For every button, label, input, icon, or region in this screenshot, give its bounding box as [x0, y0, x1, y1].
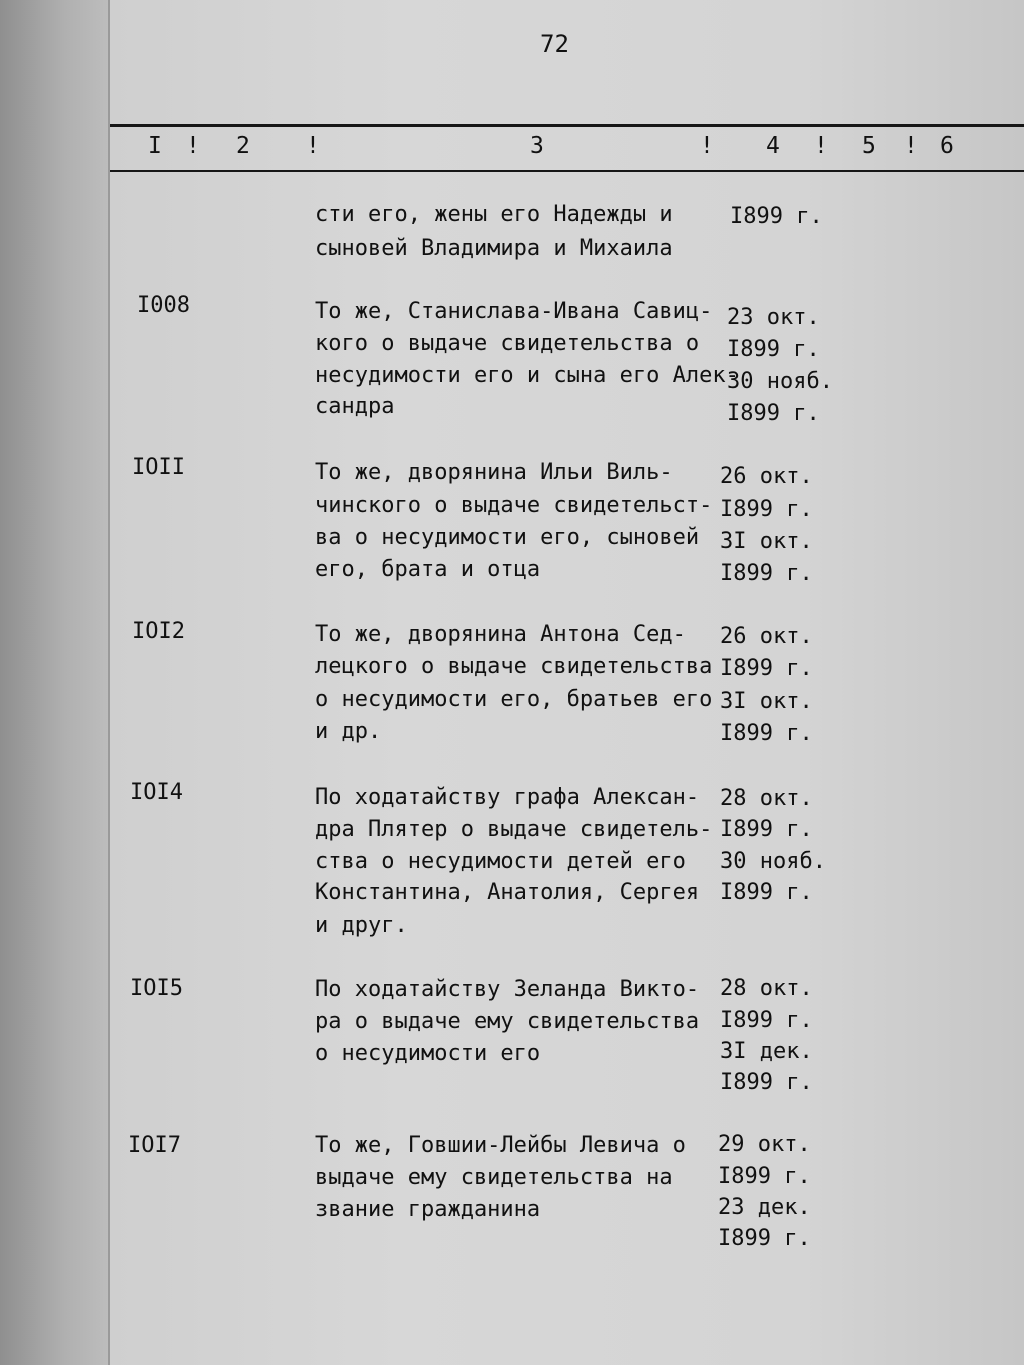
- entry-description-line: несудимости его и сына его Алек-: [315, 363, 739, 388]
- entry-description-line: ва о несудимости его, сыновей: [315, 525, 700, 550]
- entry-date: 23 дек.: [718, 1195, 811, 1220]
- entry-description-line: сти его, жены его Надежды и: [315, 202, 673, 227]
- entry-description-line: ра о выдаче ему свидетельства: [315, 1009, 700, 1034]
- entry-description-line: выдаче ему свидетельства на: [315, 1165, 673, 1190]
- column-header-separator: !: [306, 133, 320, 159]
- entry-description-line: кого о выдаче свидетельства о: [315, 331, 700, 356]
- entry-description-line: сандра: [315, 394, 395, 419]
- column-header-4: 4: [766, 133, 780, 159]
- header-rule-top: [110, 124, 1024, 127]
- entry-number: IOI5: [130, 976, 183, 1001]
- entry-date: 3I окт.: [720, 689, 813, 714]
- entry-description-line: лецкого о выдаче свидетельства: [315, 654, 713, 679]
- entry-date: 28 окт.: [720, 976, 813, 1001]
- entry-date: 23 окт.: [727, 305, 820, 330]
- entry-description-line: Константина, Анатолия, Сергея: [315, 880, 700, 905]
- entry-description-line: То же, дворянина Ильи Виль-: [315, 460, 673, 485]
- entry-description-line: сыновей Владимира и Михаила: [315, 236, 673, 261]
- entry-description-line: То же, Станислава-Ивана Савиц-: [315, 299, 713, 324]
- entry-date: I899 г.: [730, 204, 823, 229]
- entry-date: I899 г.: [718, 1226, 811, 1251]
- column-header-separator: !: [700, 133, 714, 159]
- column-header-1: I: [148, 133, 162, 159]
- column-header-separator: !: [814, 133, 828, 159]
- entry-number: IOII: [132, 455, 185, 480]
- column-header-6: 6: [940, 133, 954, 159]
- entry-description-line: По ходатайству графа Алексан-: [315, 785, 700, 810]
- entry-description-line: и др.: [315, 719, 382, 744]
- entry-description-line: о несудимости его: [315, 1041, 541, 1066]
- page-number: 72: [540, 30, 569, 58]
- column-header-separator: !: [904, 133, 918, 159]
- book-spine-shadow: [0, 0, 110, 1365]
- entry-date: I899 г.: [718, 1164, 811, 1189]
- column-header-2: 2: [236, 133, 250, 159]
- entry-date: 26 окт.: [720, 624, 813, 649]
- entry-number: I008: [137, 293, 190, 318]
- entry-date: 3I дек.: [720, 1039, 813, 1064]
- entry-description-line: его, брата и отца: [315, 557, 541, 582]
- entry-date: 30 нояб.: [727, 369, 833, 394]
- column-header-separator: !: [186, 133, 200, 159]
- column-header-3: 3: [530, 133, 544, 159]
- entry-date: 29 окт.: [718, 1132, 811, 1157]
- entry-date: I899 г.: [720, 656, 813, 681]
- entry-description-line: То же, дворянина Антона Сед-: [315, 622, 686, 647]
- entry-description-line: По ходатайству Зеланда Викто-: [315, 977, 700, 1002]
- entry-date: I899 г.: [727, 337, 820, 362]
- entry-date: I899 г.: [720, 721, 813, 746]
- entry-description-line: дра Плятер о выдаче свидетель-: [315, 817, 713, 842]
- entry-date: I899 г.: [720, 561, 813, 586]
- column-header-5: 5: [862, 133, 876, 159]
- entry-date: I899 г.: [720, 497, 813, 522]
- entry-number: IOI4: [130, 780, 183, 805]
- entry-description-line: о несудимости его, братьев его: [315, 687, 713, 712]
- entry-date: 26 окт.: [720, 464, 813, 489]
- entry-date: I899 г.: [720, 817, 813, 842]
- entry-date: I899 г.: [727, 401, 820, 426]
- entry-description-line: ства о несудимости детей его: [315, 849, 686, 874]
- entry-date: I899 г.: [720, 880, 813, 905]
- entry-description-line: чинского о выдаче свидетельст-: [315, 493, 713, 518]
- entry-date: I899 г.: [720, 1008, 813, 1033]
- entry-description-line: То же, Говшии-Лейбы Левича о: [315, 1133, 686, 1158]
- entry-date: 30 нояб.: [720, 849, 826, 874]
- entry-number: IOI7: [128, 1133, 181, 1158]
- entry-number: IOI2: [132, 619, 185, 644]
- entry-description-line: звание гражданина: [315, 1197, 541, 1222]
- entry-description-line: и друг.: [315, 913, 408, 938]
- entry-date: 28 окт.: [720, 786, 813, 811]
- entry-date: 3I окт.: [720, 529, 813, 554]
- entry-date: I899 г.: [720, 1070, 813, 1095]
- header-rule-bottom: [110, 170, 1024, 172]
